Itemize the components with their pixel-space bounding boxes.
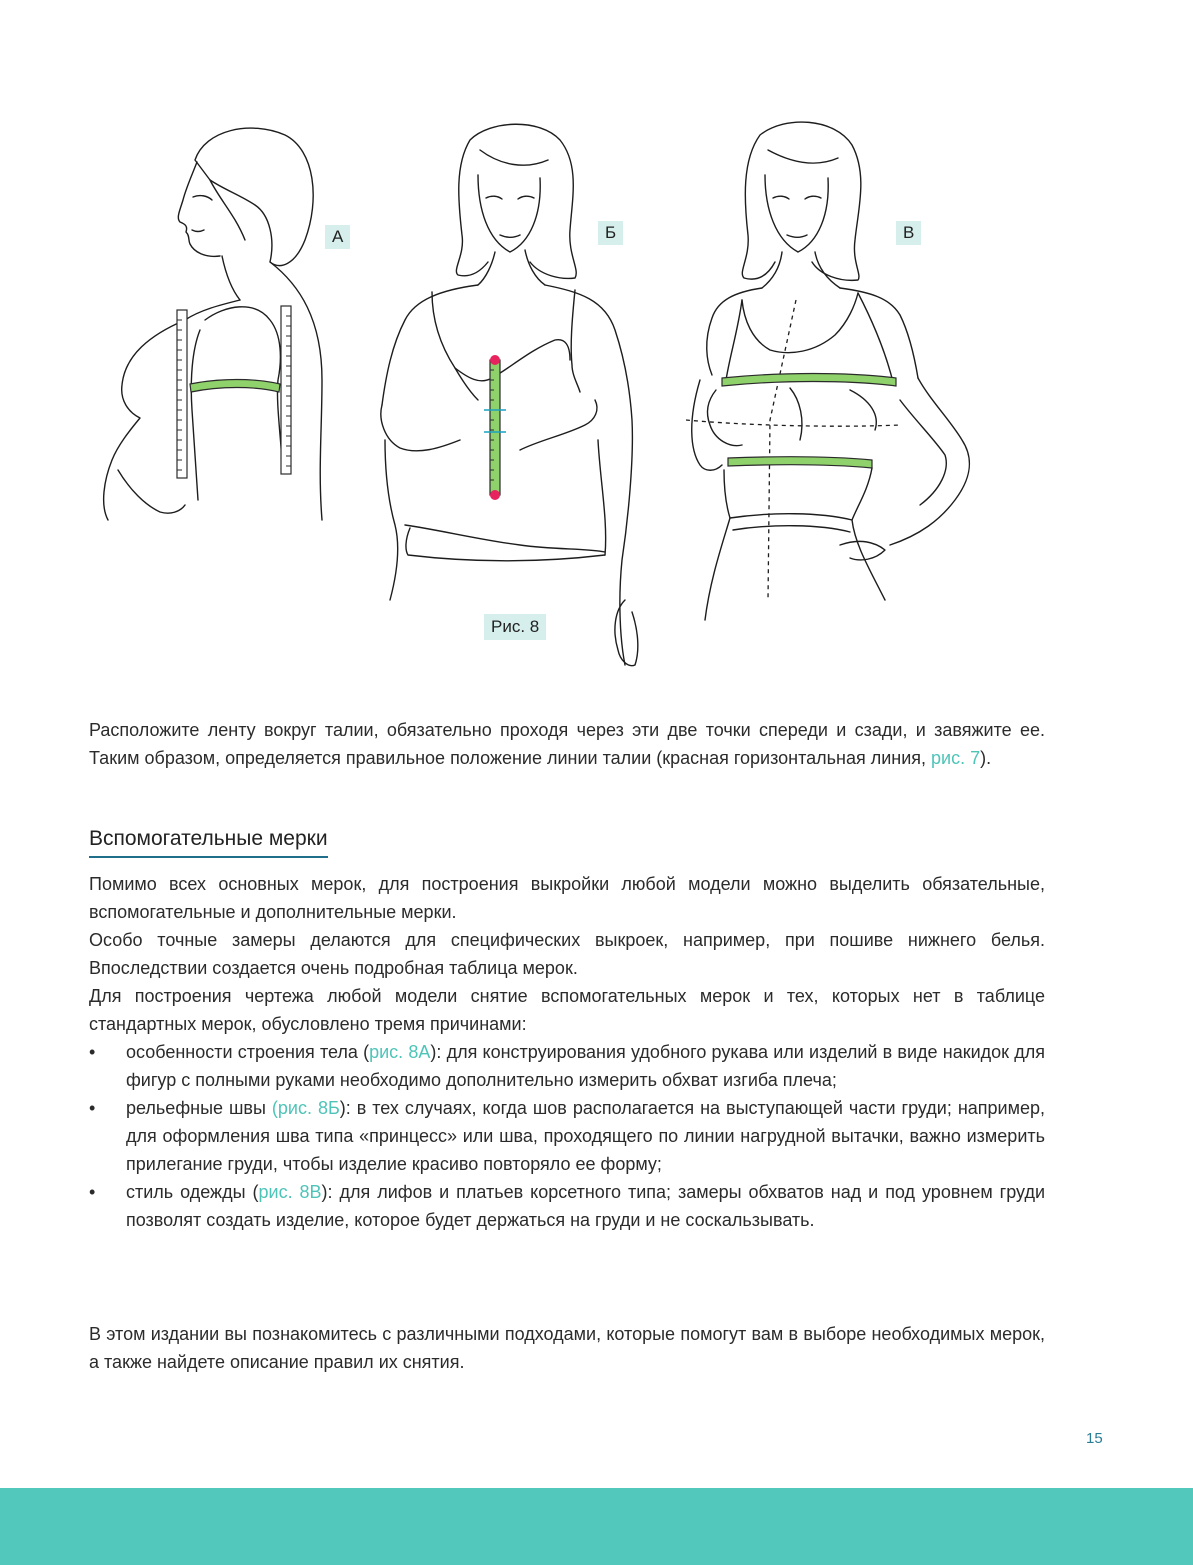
- section-paragraph-1: Помимо всех основных мерок, для построения выкройки любой модели можно выделить обязательные, вспомогательные и дополнительные мерки.: [89, 874, 1045, 922]
- section-paragraph-2: Особо точные замеры делаются для специфических выкроек, например, при пошиве нижнего белья. Впоследствии создается очень подробная таблица мерок.: [89, 930, 1045, 978]
- figure-8a-link[interactable]: рис. 8А: [369, 1042, 431, 1062]
- figure-8: [0, 0, 1193, 700]
- section-heading: Вспомогательные мерки: [89, 826, 328, 858]
- closing-paragraph: В этом издании вы познакомитесь с различными подходами, которые помогут вам в выборе необходимых мерок, а также найдете описание правил их снятия.: [89, 1324, 1045, 1372]
- figure-8-illustration: [0, 0, 1193, 700]
- footer-band: [0, 1488, 1193, 1565]
- figure-a-drawing: [104, 128, 322, 520]
- figure-7-link[interactable]: рис. 7: [931, 748, 981, 768]
- page-number: 15: [1086, 1430, 1103, 1447]
- figure-label-a: А: [325, 225, 350, 249]
- figure-label-v: В: [896, 221, 921, 245]
- list-item: • стиль одежды (рис. 8В): для лифов и платьев корсетного типа; замеры обхватов над и под уровнем груди позволят создать изделие, которое будет держаться на груди и не соскальзывать.: [89, 1178, 1045, 1234]
- figure-8b-link[interactable]: (рис. 8Б: [271, 1098, 340, 1118]
- intro-paragraph: Расположите ленту вокруг талии, обязательно проходя через эти две точки спереди и сзади, и завяжите ее. Таким образом, определяется правильное положение линии талии (красная горизонтальная линия, рис. 7).: [89, 720, 1045, 768]
- figure-label-b: Б: [598, 221, 623, 245]
- figure-8v-link[interactable]: рис. 8В: [258, 1182, 322, 1202]
- section-paragraph-3: Для построения чертежа любой модели снятие вспомогательных мерок и тех, которых нет в таблице стандартных мерок, обусловлено тремя причинами:: [89, 986, 1045, 1034]
- reasons-list: [89, 1038, 1045, 1234]
- list-item: • особенности строения тела (рис. 8А): для конструирования удобного рукава или изделий в виде накидок для фигур с полными руками необходимо дополнительно измерить обхват изгиба плеча;: [89, 1038, 1045, 1094]
- list-item: • рельефные швы (рис. 8Б): в тех случаях, когда шов располагается на выступающей части груди; например, для оформления шва типа «принцесс» или шва, проходящего по линии нагрудной вытачки, важно измерить прилегание груди, чтобы изделие красиво повторяло ее форму;: [89, 1094, 1045, 1178]
- figure-v-drawing: [686, 122, 969, 620]
- figure-b-drawing: [381, 124, 638, 665]
- figure-caption: Рис. 8: [484, 614, 546, 640]
